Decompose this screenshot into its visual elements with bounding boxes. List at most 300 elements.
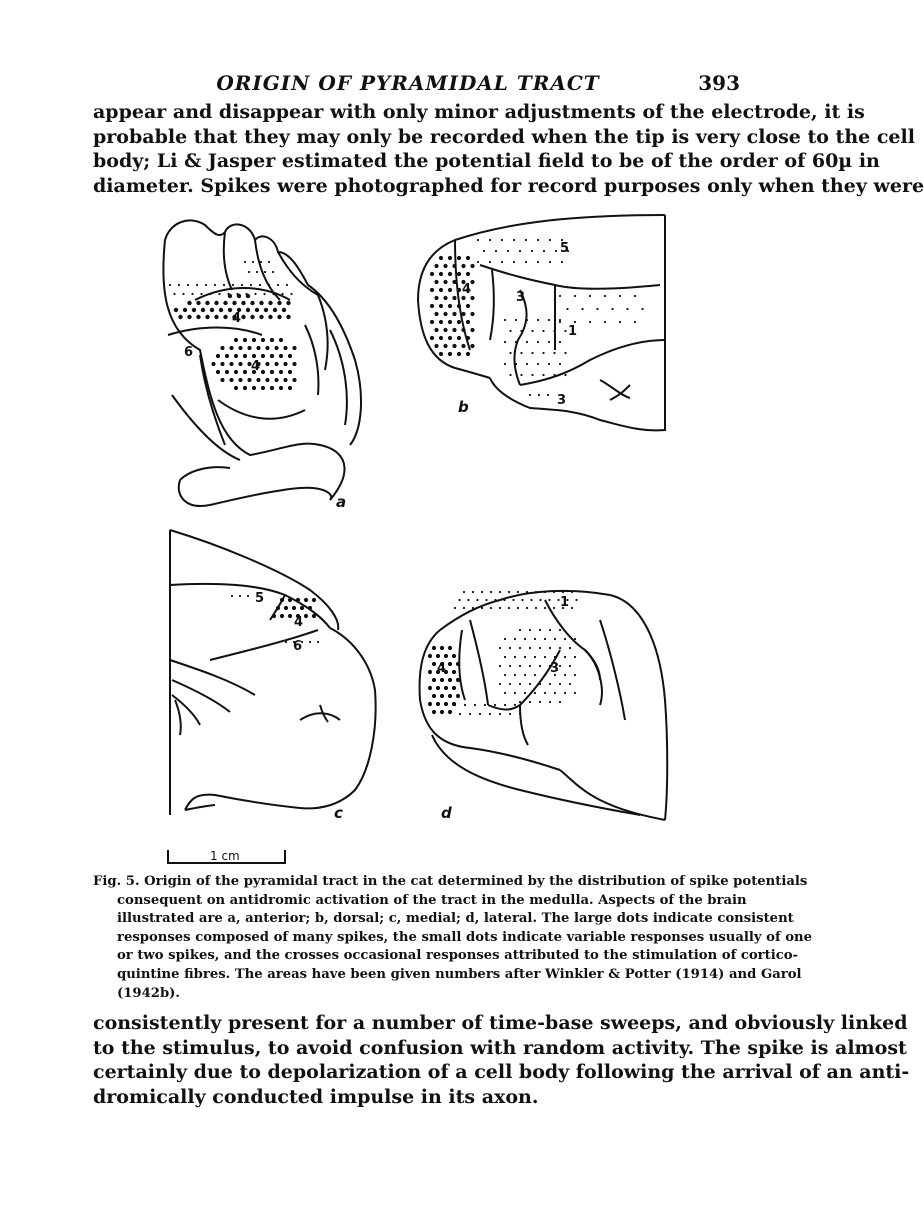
large-dot <box>470 264 474 268</box>
large-dot <box>246 308 250 312</box>
large-dot <box>470 328 474 332</box>
large-dot <box>461 328 465 332</box>
large-dot <box>457 336 461 340</box>
caption-line: consequent on antidromic activation of the tract in the medulla. Aspects of the brain <box>117 892 747 908</box>
small-dot <box>559 701 561 703</box>
area-label-c-6: 6 <box>293 639 303 654</box>
small-dot <box>634 295 636 297</box>
large-dot <box>436 686 440 690</box>
large-dot <box>219 308 223 312</box>
scale-bar <box>168 849 285 863</box>
small-dot <box>559 665 561 667</box>
small-dot <box>526 319 528 321</box>
small-dot <box>214 284 216 286</box>
large-dot <box>457 352 461 356</box>
small-dot <box>544 591 546 593</box>
small-dot <box>464 704 466 706</box>
large-dot <box>296 598 300 602</box>
large-dot <box>268 315 272 319</box>
large-dot <box>270 386 274 390</box>
large-dot <box>183 308 187 312</box>
large-dot <box>443 264 447 268</box>
area-label-b-3: 3 <box>516 290 526 305</box>
small-dot <box>499 665 501 667</box>
small-dot <box>544 674 546 676</box>
large-dot <box>234 354 238 358</box>
small-dot <box>524 656 526 658</box>
small-dot <box>569 683 571 685</box>
small-dot <box>537 239 539 241</box>
small-dot <box>535 591 537 593</box>
small-dot <box>209 293 211 295</box>
large-dot <box>261 386 265 390</box>
small-dot <box>537 363 539 365</box>
small-dot <box>526 341 528 343</box>
small-dot <box>574 295 576 297</box>
large-dot <box>432 694 436 698</box>
small-dot <box>489 239 491 241</box>
large-dot <box>439 320 443 324</box>
small-dot <box>509 713 511 715</box>
small-dot <box>526 363 528 365</box>
small-dot <box>509 330 511 332</box>
small-dot <box>504 341 506 343</box>
large-dot <box>466 336 470 340</box>
large-dot <box>223 301 227 305</box>
large-dot <box>268 301 272 305</box>
large-dot <box>428 670 432 674</box>
text-line: certainly due to depolarization of a cell body following the arrival of an anti- <box>93 1061 910 1083</box>
small-dot <box>227 293 229 295</box>
large-dot <box>259 315 263 319</box>
large-dot <box>456 694 460 698</box>
large-dot <box>229 346 233 350</box>
small-dot <box>520 330 522 332</box>
small-dot <box>272 293 274 295</box>
small-dot <box>504 704 506 706</box>
small-dot <box>509 374 511 376</box>
large-dot <box>196 315 200 319</box>
large-dot <box>448 320 452 324</box>
small-dot <box>490 591 492 593</box>
small-dot <box>169 284 171 286</box>
large-dot <box>223 315 227 319</box>
area-label-b-1: 1 <box>568 324 578 339</box>
small-dot <box>619 295 621 297</box>
text-line: appear and disappear with only minor adjustments of the electrode, it is <box>93 101 865 123</box>
large-dot <box>270 338 274 342</box>
large-dot <box>430 272 434 276</box>
small-dot <box>535 607 537 609</box>
small-dot <box>247 595 249 597</box>
small-dot <box>515 363 517 365</box>
large-dot <box>456 678 460 682</box>
text-line: consistently present for a number of time-base sweeps, and obviously linked <box>93 1012 908 1034</box>
small-dot <box>259 284 261 286</box>
large-dot <box>270 370 274 374</box>
large-dot <box>256 378 260 382</box>
small-dot <box>244 261 246 263</box>
caption-line: responses composed of many spikes, the small dots indicate variable responses usually of one <box>117 929 812 945</box>
small-dot <box>504 674 506 676</box>
small-dot <box>268 284 270 286</box>
small-dot <box>574 656 576 658</box>
small-dot <box>515 319 517 321</box>
area-label-d-3: 3 <box>550 661 560 676</box>
small-dot <box>554 656 556 658</box>
small-dot <box>499 647 501 649</box>
small-dot <box>529 665 531 667</box>
large-dot <box>470 344 474 348</box>
panel-label-d: d <box>441 804 452 822</box>
large-dot <box>247 378 251 382</box>
large-dot <box>276 606 280 610</box>
large-dot <box>443 280 447 284</box>
large-dot <box>265 346 269 350</box>
small-dot <box>264 271 266 273</box>
large-dot <box>201 308 205 312</box>
large-dot <box>440 678 444 682</box>
small-dot <box>485 599 487 601</box>
small-dot <box>559 629 561 631</box>
small-dot <box>514 656 516 658</box>
small-dot <box>509 683 511 685</box>
large-dot <box>225 370 229 374</box>
small-dot <box>559 295 561 297</box>
panel-a-outline <box>163 220 361 506</box>
small-dot <box>479 713 481 715</box>
small-dot <box>514 704 516 706</box>
large-dot <box>457 272 461 276</box>
page-number: 393 <box>698 71 740 95</box>
caption-line: illustrated are a, anterior; b, dorsal; c, medial; d, lateral. The large dots indicate consistent <box>117 911 794 927</box>
large-dot <box>220 378 224 382</box>
small-dot <box>508 591 510 593</box>
small-dot <box>547 394 549 396</box>
small-dot <box>520 352 522 354</box>
large-dot <box>308 606 312 610</box>
small-dot <box>519 701 521 703</box>
large-dot <box>288 614 292 618</box>
small-dot <box>561 261 563 263</box>
large-dot <box>448 256 452 260</box>
text-line: probable that they may only be recorded when the tip is very close to the cell <box>93 125 915 148</box>
small-dot <box>553 591 555 593</box>
small-dot <box>531 374 533 376</box>
small-dot <box>526 591 528 593</box>
large-dot <box>448 646 452 650</box>
large-dot <box>250 301 254 305</box>
large-dot <box>259 301 263 305</box>
large-dot <box>461 264 465 268</box>
caption-line: (1942b). <box>117 985 180 1001</box>
large-dot <box>434 312 438 316</box>
large-dot <box>430 320 434 324</box>
large-dot <box>444 686 448 690</box>
large-dot <box>174 308 178 312</box>
small-dot <box>564 374 566 376</box>
large-dot <box>432 710 436 714</box>
large-dot <box>288 598 292 602</box>
small-dot <box>472 591 474 593</box>
small-dot <box>539 665 541 667</box>
small-dot <box>549 647 551 649</box>
large-dot <box>255 308 259 312</box>
small-dot <box>187 284 189 286</box>
large-dot <box>439 352 443 356</box>
large-dot <box>448 336 452 340</box>
small-dot <box>531 352 533 354</box>
small-dot <box>534 638 536 640</box>
small-dot <box>604 321 606 323</box>
small-dot <box>200 293 202 295</box>
large-dot <box>274 362 278 366</box>
small-dot <box>529 629 531 631</box>
text-line: dromically conducted impulse in its axon. <box>93 1085 539 1108</box>
figure-caption <box>93 873 812 1003</box>
small-dot <box>173 293 175 295</box>
figure-brain-diagrams <box>150 210 690 870</box>
small-dot <box>290 293 292 295</box>
small-dot <box>548 599 550 601</box>
small-dot <box>454 607 456 609</box>
large-dot <box>234 386 238 390</box>
large-dot <box>300 606 304 610</box>
large-dot <box>440 694 444 698</box>
large-dot <box>286 315 290 319</box>
small-dot <box>501 239 503 241</box>
small-dot <box>539 599 541 601</box>
large-dot <box>292 378 296 382</box>
large-dot <box>243 338 247 342</box>
small-dot <box>489 261 491 263</box>
small-dot <box>526 607 528 609</box>
large-dot <box>428 702 432 706</box>
small-dot <box>564 674 566 676</box>
area-label-b-3-lower: 3 <box>557 393 567 408</box>
small-dot <box>634 321 636 323</box>
large-dot <box>443 296 447 300</box>
large-dot <box>434 280 438 284</box>
large-dot <box>466 352 470 356</box>
large-dot <box>304 614 308 618</box>
small-dot <box>531 250 533 252</box>
large-dot <box>452 686 456 690</box>
large-dot <box>466 304 470 308</box>
panel-label-c: c <box>334 804 343 822</box>
small-dot <box>231 595 233 597</box>
paragraph-top <box>93 100 924 198</box>
small-dot <box>241 284 243 286</box>
small-dot <box>472 607 474 609</box>
large-dot <box>448 352 452 356</box>
small-dot <box>537 261 539 263</box>
small-dot <box>513 239 515 241</box>
small-dot <box>554 638 556 640</box>
large-dot <box>288 386 292 390</box>
small-dot <box>549 683 551 685</box>
small-dot <box>539 629 541 631</box>
large-dot <box>312 598 316 602</box>
large-dot <box>436 702 440 706</box>
small-dot <box>575 599 577 601</box>
large-dot <box>430 288 434 292</box>
small-dot <box>501 261 503 263</box>
small-dot <box>490 607 492 609</box>
small-dot <box>504 656 506 658</box>
large-dot <box>178 315 182 319</box>
small-dot <box>569 647 571 649</box>
large-dot <box>448 678 452 682</box>
large-dot <box>430 304 434 308</box>
small-dot <box>539 701 541 703</box>
panel-label-b: b <box>458 398 469 416</box>
small-dot <box>544 692 546 694</box>
large-dot <box>448 710 452 714</box>
small-dot <box>504 692 506 694</box>
large-dot <box>428 686 432 690</box>
small-dot <box>524 692 526 694</box>
large-dot <box>283 346 287 350</box>
small-dot <box>574 321 576 323</box>
small-dot <box>509 647 511 649</box>
small-dot <box>474 704 476 706</box>
small-dot <box>260 261 262 263</box>
small-dot <box>489 713 491 715</box>
large-dot <box>286 301 290 305</box>
large-dot <box>448 304 452 308</box>
small-dot <box>542 374 544 376</box>
small-dot <box>554 692 556 694</box>
small-dot <box>549 629 551 631</box>
large-dot <box>440 646 444 650</box>
small-dot <box>513 261 515 263</box>
small-dot <box>504 638 506 640</box>
small-dot <box>317 641 319 643</box>
large-dot <box>312 614 316 618</box>
small-dot <box>514 674 516 676</box>
large-dot <box>274 346 278 350</box>
small-dot <box>641 308 643 310</box>
large-dot <box>444 702 448 706</box>
large-dot <box>452 296 456 300</box>
small-dot <box>564 330 566 332</box>
large-dot <box>443 312 447 316</box>
large-dot <box>439 288 443 292</box>
small-dot <box>514 638 516 640</box>
small-dot <box>494 599 496 601</box>
small-dot <box>250 284 252 286</box>
small-dot <box>549 261 551 263</box>
small-dot <box>239 595 241 597</box>
large-dot <box>205 315 209 319</box>
small-dot <box>543 250 545 252</box>
small-dot <box>542 330 544 332</box>
large-dot <box>252 338 256 342</box>
small-dot <box>268 261 270 263</box>
large-dot <box>283 362 287 366</box>
large-dot <box>434 264 438 268</box>
small-dot <box>205 284 207 286</box>
small-dot <box>574 638 576 640</box>
large-dot <box>439 304 443 308</box>
small-dot <box>566 308 568 310</box>
area-label-b-5: 5 <box>560 241 570 256</box>
small-dot <box>562 591 564 593</box>
large-dot <box>439 336 443 340</box>
large-dot <box>238 378 242 382</box>
small-dot <box>553 607 555 609</box>
large-dot <box>192 308 196 312</box>
large-dot <box>279 386 283 390</box>
small-dot <box>515 341 517 343</box>
large-dot <box>265 362 269 366</box>
large-dot <box>292 346 296 350</box>
small-dot <box>555 250 557 252</box>
scale-bar-label: 1 cm <box>210 849 240 863</box>
large-dot <box>466 272 470 276</box>
area-label-d-1: 1 <box>560 595 570 610</box>
large-dot <box>234 338 238 342</box>
small-dot <box>463 607 465 609</box>
large-dot <box>214 315 218 319</box>
small-dot <box>272 271 274 273</box>
small-dot <box>309 641 311 643</box>
large-dot <box>229 378 233 382</box>
large-dot <box>432 678 436 682</box>
large-dot <box>461 312 465 316</box>
large-dot <box>432 646 436 650</box>
paragraph-bottom <box>93 1011 910 1109</box>
large-dot <box>434 328 438 332</box>
area-label-a-6: 6 <box>184 345 194 360</box>
large-dot <box>274 378 278 382</box>
large-dot <box>220 346 224 350</box>
large-dot <box>216 370 220 374</box>
small-dot <box>571 591 573 593</box>
small-dot <box>564 656 566 658</box>
large-dot <box>238 362 242 366</box>
large-dot <box>277 315 281 319</box>
large-dot <box>292 606 296 610</box>
large-dot <box>243 370 247 374</box>
large-dot <box>443 344 447 348</box>
area-label-a-4-upper: 4 <box>232 311 242 326</box>
small-dot <box>529 701 531 703</box>
panel-b-outline <box>418 215 665 430</box>
small-dot <box>182 293 184 295</box>
large-dot <box>470 312 474 316</box>
large-dot <box>444 654 448 658</box>
large-dot <box>457 256 461 260</box>
small-dot <box>596 308 598 310</box>
small-dot <box>499 607 501 609</box>
small-dot <box>569 665 571 667</box>
small-dot <box>232 284 234 286</box>
large-dot <box>220 362 224 366</box>
small-dot <box>549 701 551 703</box>
large-dot <box>214 301 218 305</box>
large-dot <box>279 338 283 342</box>
large-dot <box>432 662 436 666</box>
small-dot <box>454 704 456 706</box>
large-dot <box>452 280 456 284</box>
large-dot <box>252 354 256 358</box>
large-dot <box>280 614 284 618</box>
caption-line: quintine fibres. The areas have been given numbers after Winkler & Potter (1914) and Garol <box>117 966 802 982</box>
small-dot <box>248 271 250 273</box>
large-dot <box>466 320 470 324</box>
